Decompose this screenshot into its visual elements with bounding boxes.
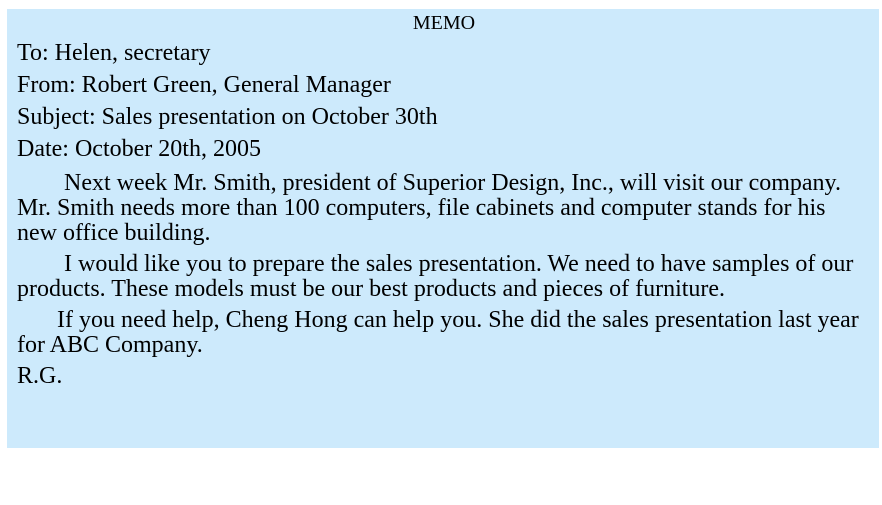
memo-to-line: To: Helen, secretary — [17, 40, 211, 66]
memo-subject-line: Subject: Sales presentation on October 30th — [17, 104, 438, 130]
memo-title: MEMO — [412, 12, 476, 34]
memo-paragraph-3: If you need help, Cheng Hong can help you. She did the sales presentation last year for ABC Company. — [17, 307, 859, 358]
memo-paragraph-2: I would like you to prepare the sales presentation. We need to have samples of our products. These models must be our best products and pieces of furniture. — [17, 251, 854, 302]
memo-signature: R.G. — [17, 363, 63, 389]
memo-paragraph-1: Next week Mr. Smith, president of Superior Design, Inc., will visit our company. Mr. Smith needs more than 100 computers, file cabinets and computer stands for his new office building. — [17, 170, 841, 246]
memo-from-line: From: Robert Green, General Manager — [17, 72, 391, 98]
memo-document — [7, 9, 879, 448]
memo-date-line: Date: October 20th, 2005 — [17, 136, 261, 162]
